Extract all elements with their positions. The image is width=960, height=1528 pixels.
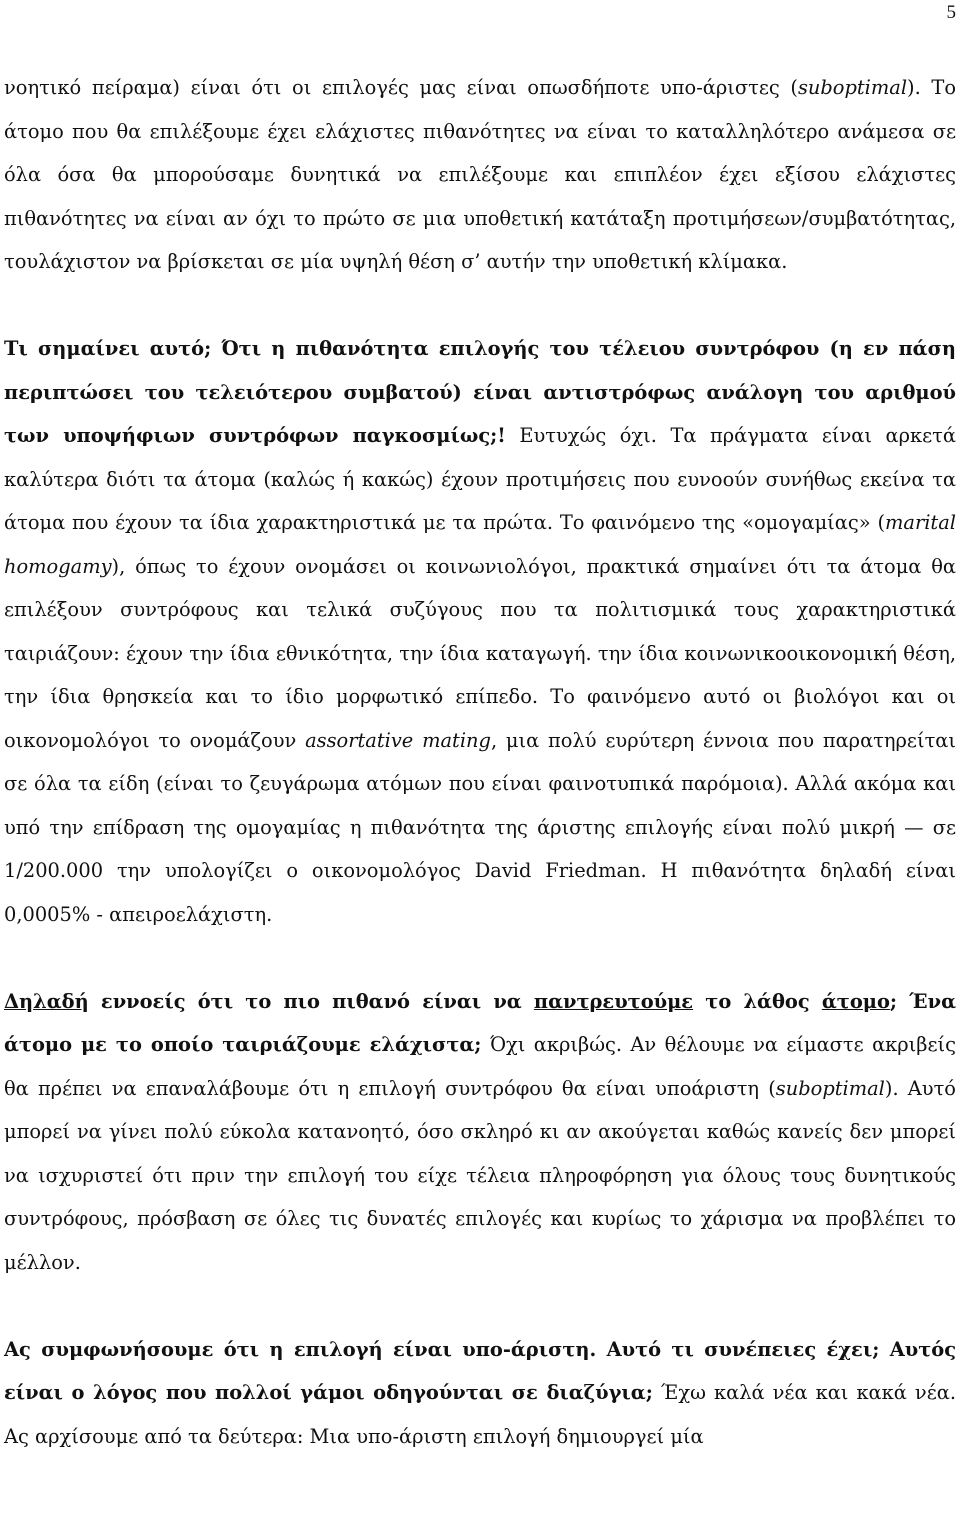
page-number: 5 — [946, 2, 956, 23]
text-segment: , μια πολύ ευρύτερη έννοια που παρατηρείται σε όλα τα είδη (είναι το ζευγάρωμα ατόμων που είναι φαινοτυπικά παρόμοια). Αλλά ακόμα και υπό την επίδραση της ομογαμίας η πιθανότητα της άριστης επιλογής είναι πολύ μικρή — σε 1/200.000 την υπολογίζει ο οικονομολόγος David Friedman. Η πιθανότητα δηλαδή είναι 0,0005% - απειροελάχιστη. — [4, 728, 956, 926]
text-segment: ). Το άτομο που θα επιλέξουμε έχει ελάχιστες πιθανότητες να είναι το καταλληλότερο ανάμεσα σε όλα όσα θα μπορούσαμε δυνητικά να επιλέξουμε και επιπλέον έχει εξίσου ελάχιστες πιθανότητες να είναι αν όχι το πρώτο σε μια υποθετική κατάταξη προτιμήσεων/συμβατότητας, τουλάχιστον να βρίσκεται σε μία υψηλή θέση σ’ αυτήν την υποθετική κλίμακα. — [4, 76, 957, 273]
text-segment: suboptimal — [775, 1076, 885, 1100]
text-segment: ). Αυτό μπορεί να γίνει πολύ εύκολα κατανοητό, όσο σκληρό κι αν ακούγεται καθώς κανείς δεν μπορεί να ισχυριστεί ότι πριν την επιλογή του είχε τέλεια πληροφόρηση για όλους τους δυνητικούς συντρόφους, πρόσβαση σε όλες τις δυνατές επιλογές και κυρίως το χάρισμα να προβλέπει το μέλλον. — [4, 1076, 956, 1274]
text-segment: marital homogamy — [4, 511, 956, 578]
paragraph-3 — [4, 980, 956, 1285]
paragraph-1 — [4, 66, 956, 284]
text-segment: Έχω καλά νέα και κακά νέα. Ας αρχίσουμε από τα δεύτερα: Μια υπο-άριστη επιλογή δημιουργεί μία — [4, 1381, 957, 1448]
text-segment: παντρευτούμε — [533, 989, 694, 1013]
text-segment: assortative mating — [305, 728, 491, 752]
text-segment: Όχι ακριβώς. Αν θέλουμε να είμαστε ακριβείς θα πρέπει να επαναλάβουμε ότι η επιλογή συντρόφου θα είναι υποάριστη ( — [4, 1033, 957, 1100]
text-segment: άτομο — [821, 989, 890, 1013]
document-body — [4, 66, 956, 1458]
text-segment: το λάθος — [693, 989, 822, 1013]
paragraph-2 — [4, 327, 956, 936]
text-segment: Ευτυχώς όχι. Τα πράγματα είναι αρκετά καλύτερα διότι τα άτομα (καλώς ή κακώς) έχουν προτιμήσεις που ευνοούν συνήθως εκείνα τα άτομα που έχουν τα ίδια χαρακτηριστικά με τα πρώτα. Το φαινόμενο της «ομογαμίας» ( — [4, 424, 956, 534]
paragraph-4 — [4, 1328, 956, 1459]
text-segment: νοητικό πείραμα) είναι ότι οι επιλογές μας είναι οπωσδήποτε υπο-άριστες ( — [4, 76, 798, 99]
text-segment: ), όπως το έχουν ονομάσει οι κοινωνιολόγοι, πρακτικά σημαίνει ότι τα άτομα θα επιλέξουν συντρόφους και τελικά συζύγους που τα πολιτισμικά τους χαρακτηριστικά ταιριάζουν: έχουν την ίδια εθνικότητα, την ίδια καταγωγή. την ίδια κοινωνικοοικονομική θέση, την ίδια θρησκεία και το ίδιο μορφωτικό επίπεδο. Το φαινόμενο αυτό οι βιολόγοι και οι οικονομολόγοι το ονομάζουν — [4, 554, 956, 752]
text-segment: εννοείς ότι το πιο πιθανό είναι να — [88, 989, 534, 1013]
text-segment: Τι σημαίνει αυτό; Ότι η πιθανότητα επιλογής του τέλειου συντρόφου (η εν πάση περιπτώσει του τελειότερου συμβατού) είναι αντιστρόφως ανάλογη του αριθμού των υποψήφιων συντρόφων παγκοσμίως;! — [4, 337, 956, 447]
text-segment: Δηλαδή — [4, 989, 89, 1013]
text-segment: suboptimal — [797, 76, 908, 99]
text-segment: ; Ένα άτομο με το οποίο ταιριάζουμε ελάχιστα; — [4, 989, 956, 1056]
text-segment: Ας συμφωνήσουμε ότι η επιλογή είναι υπο-άριστη. Αυτό τι συνέπειες έχει; Αυτός είναι ο λόγος που πολλοί γάμοι οδηγούνται σε διαζύγια; — [4, 1337, 956, 1404]
